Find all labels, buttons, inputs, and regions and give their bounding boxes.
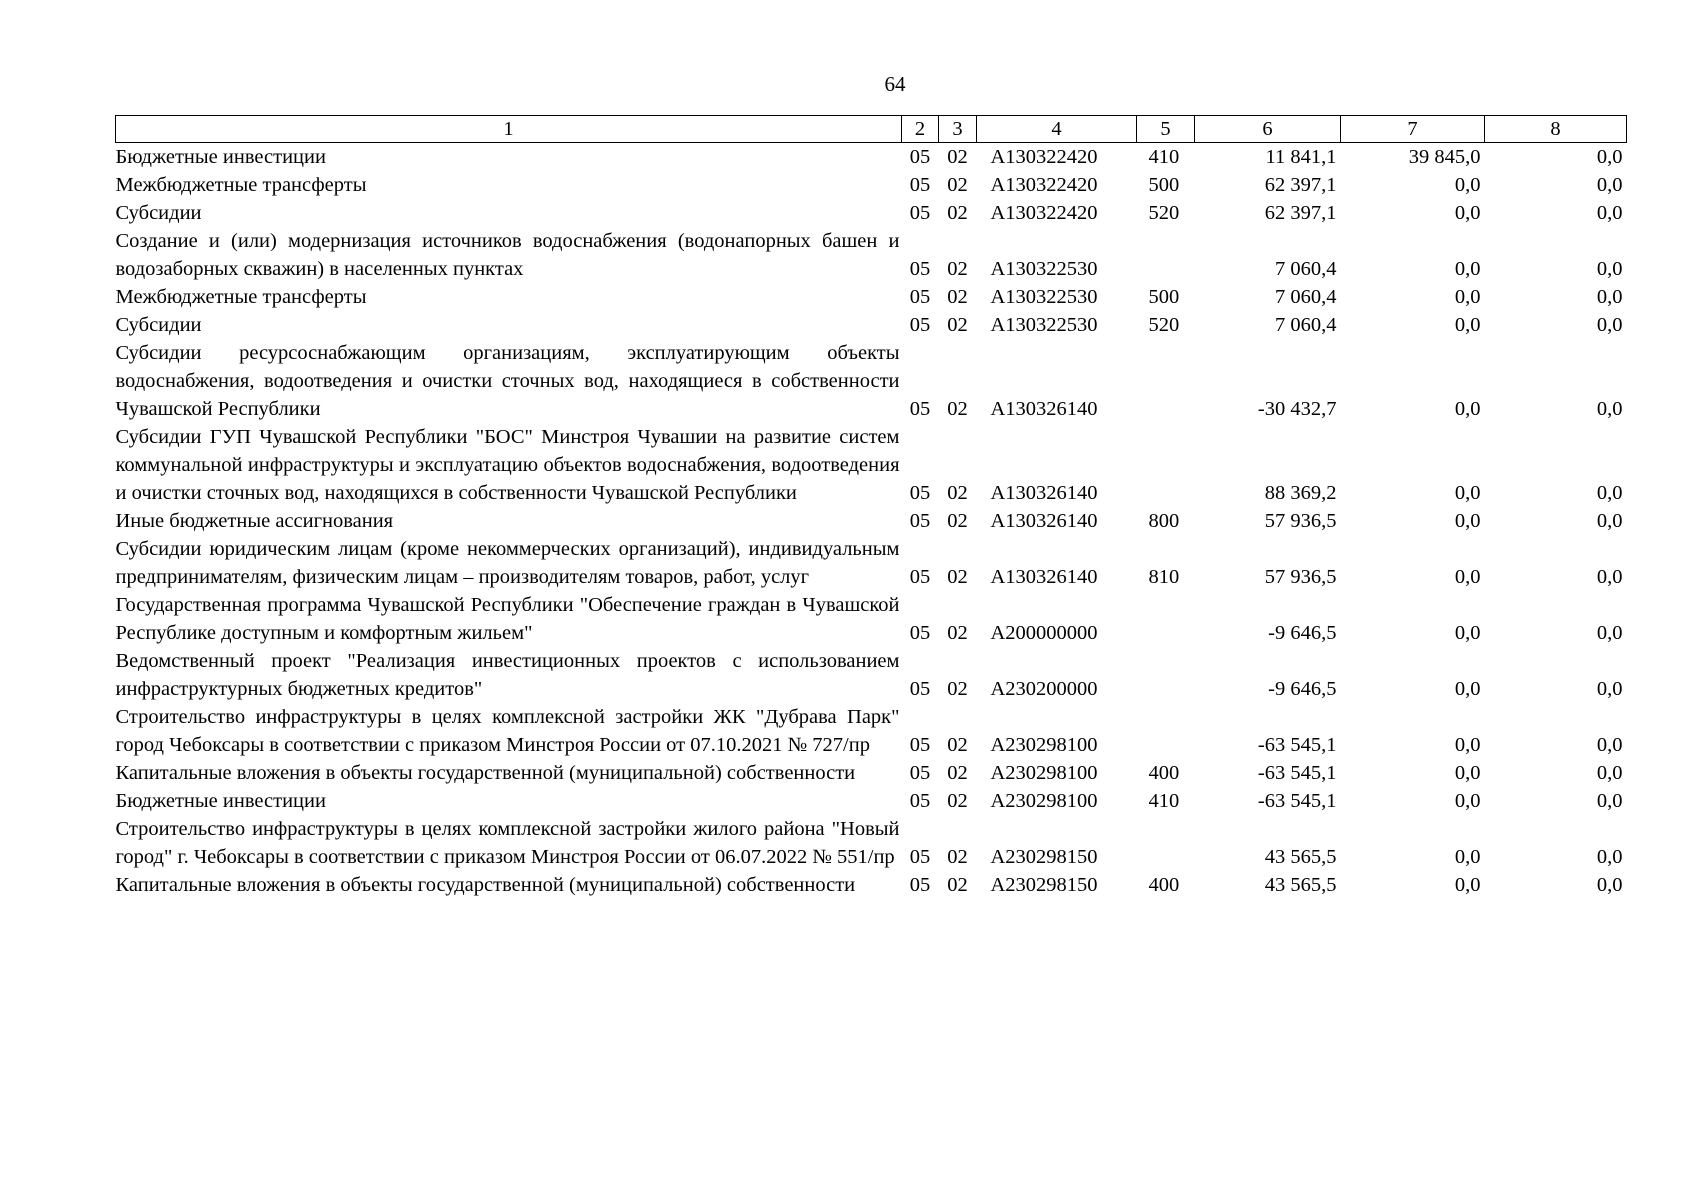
table-row (116, 283, 1627, 311)
target-article-code: А130326140 (990, 566, 1098, 588)
amount-col-7: 0,0 (1454, 286, 1481, 308)
target-article-code: А130322530 (990, 258, 1098, 280)
section-code: 05 (909, 762, 931, 784)
target-article-code: А230298100 (990, 762, 1098, 784)
target-article-code: А200000000 (990, 622, 1098, 644)
table-row (116, 787, 1627, 815)
section-code: 05 (909, 846, 931, 868)
table-row (116, 423, 1627, 507)
section-code: 05 (909, 174, 931, 196)
subsection-code: 02 (947, 622, 968, 644)
amount-col-8: 0,0 (1596, 286, 1623, 308)
section-code: 05 (909, 202, 931, 224)
amount-col-7: 0,0 (1454, 398, 1481, 420)
amount-col-8: 0,0 (1596, 874, 1623, 896)
target-article-code: А130326140 (990, 398, 1098, 420)
amount-col-7: 0,0 (1454, 482, 1481, 504)
subsection-code: 02 (947, 790, 968, 812)
table-row (116, 199, 1627, 227)
row-name: Иные бюджетные ассигнования (115, 510, 394, 532)
section-code: 05 (909, 146, 931, 168)
header-col-2: 2 (902, 116, 939, 143)
target-article-code: А130322530 (990, 314, 1098, 336)
amount-col-7: 0,0 (1454, 622, 1481, 644)
header-col-4: 4 (977, 116, 1137, 143)
subsection-code: 02 (947, 314, 968, 336)
row-name: Межбюджетные трансферты (115, 174, 367, 196)
amount-col-8: 0,0 (1596, 762, 1623, 784)
amount-col-6: 7 060,4 (1275, 314, 1337, 336)
subsection-code: 02 (947, 482, 968, 504)
amount-col-8: 0,0 (1596, 846, 1623, 868)
row-name: Субсидии юридическим лицам (кроме некоммерческих организаций), индивидуальным предпринимателям, физическим лицам – производителям товаров, работ, услуг (115, 538, 900, 588)
section-code: 05 (909, 258, 931, 280)
header-col-5: 5 (1137, 116, 1195, 143)
expense-type-code (1137, 815, 1195, 871)
expense-type-code: 400 (1148, 762, 1180, 784)
target-article-code: А130326140 (990, 510, 1098, 532)
expense-type-code: 500 (1148, 174, 1180, 196)
amount-col-8: 0,0 (1596, 622, 1623, 644)
expense-type-code (1137, 703, 1195, 759)
amount-col-6: 43 565,5 (1264, 874, 1337, 896)
row-name: Капитальные вложения в объекты государственной (муниципальной) собственности (115, 762, 856, 784)
amount-col-6: 62 397,1 (1264, 202, 1337, 224)
table-row (116, 759, 1627, 787)
row-name: Бюджетные инвестиции (115, 790, 326, 812)
amount-col-6: 62 397,1 (1264, 174, 1337, 196)
amount-col-8: 0,0 (1596, 510, 1623, 532)
table-row (116, 143, 1627, 172)
row-name: Субсидии (115, 314, 202, 336)
expense-type-code: 800 (1148, 510, 1180, 532)
amount-col-7: 0,0 (1454, 874, 1481, 896)
page-number: 64 (884, 72, 906, 96)
amount-col-7: 0,0 (1454, 678, 1481, 700)
table-row (116, 339, 1627, 423)
amount-col-6: 57 936,5 (1264, 566, 1337, 588)
target-article-code: А130322530 (990, 286, 1098, 308)
amount-col-8: 0,0 (1596, 202, 1623, 224)
amount-col-7: 0,0 (1454, 762, 1481, 784)
target-article-code: А230298150 (990, 846, 1098, 868)
section-code: 05 (909, 482, 931, 504)
table-row (116, 227, 1627, 283)
subsection-code: 02 (947, 510, 968, 532)
amount-col-6: -63 545,1 (1257, 762, 1337, 784)
amount-col-6: -9 646,5 (1268, 622, 1337, 644)
row-name: Субсидии ресурсоснабжающим организациям, эксплуатирующим объекты водоснабжения, водоотведения и очистки сточных вод, находящиеся в собственности Чувашской Республики (115, 342, 900, 420)
expense-type-code (1137, 647, 1195, 703)
header-col-8: 8 (1485, 116, 1627, 143)
row-name: Строительство инфраструктуры в целях комплексной застройки ЖК "Дубрава Парк" город Чебоксары в соответствии с приказом Минстроя России от 07.10.2021 № 727/пр (115, 706, 900, 756)
table-row (116, 171, 1627, 199)
table-body (116, 143, 1627, 900)
subsection-code: 02 (947, 174, 968, 196)
amount-col-7: 0,0 (1454, 510, 1481, 532)
table-row (116, 815, 1627, 871)
amount-col-6: 7 060,4 (1275, 258, 1337, 280)
row-name: Строительство инфраструктуры в целях комплексной застройки жилого района "Новый город" г. Чебоксары в соответствии с приказом Минстроя России от 06.07.2022 № 551/пр (115, 818, 900, 868)
row-name: Субсидии (115, 202, 202, 224)
amount-col-8: 0,0 (1596, 258, 1623, 280)
amount-col-6: 11 841,1 (1265, 146, 1337, 168)
table-row (116, 871, 1627, 899)
subsection-code: 02 (947, 678, 968, 700)
subsection-code: 02 (947, 258, 968, 280)
amount-col-7: 0,0 (1454, 790, 1481, 812)
target-article-code: А230298150 (990, 874, 1098, 896)
section-code: 05 (909, 790, 931, 812)
expense-type-code (1137, 591, 1195, 647)
section-code: 05 (909, 566, 931, 588)
target-article-code: А130322420 (990, 146, 1098, 168)
amount-col-6: 43 565,5 (1264, 846, 1337, 868)
amount-col-6: -9 646,5 (1268, 678, 1337, 700)
amount-col-8: 0,0 (1596, 678, 1623, 700)
target-article-code: А230298100 (990, 734, 1098, 756)
section-code: 05 (909, 622, 931, 644)
subsection-code: 02 (947, 146, 968, 168)
row-name: Создание и (или) модернизация источников водоснабжения (водонапорных башен и водозаборных скважин) в населенных пунктах (115, 230, 900, 280)
table-row (116, 591, 1627, 647)
amount-col-8: 0,0 (1596, 482, 1623, 504)
subsection-code: 02 (947, 846, 968, 868)
header-col-3: 3 (939, 116, 977, 143)
amount-col-6: 88 369,2 (1264, 482, 1337, 504)
subsection-code: 02 (947, 398, 968, 420)
expense-type-code: 410 (1148, 146, 1180, 168)
amount-col-8: 0,0 (1596, 398, 1623, 420)
expense-type-code (1137, 227, 1195, 283)
target-article-code: А230200000 (990, 678, 1098, 700)
amount-col-6: -63 545,1 (1257, 734, 1337, 756)
section-code: 05 (909, 734, 931, 756)
expense-type-code: 520 (1148, 202, 1180, 224)
amount-col-7: 0,0 (1454, 202, 1481, 224)
budget-table (115, 115, 1627, 899)
header-row (116, 116, 1627, 143)
subsection-code: 02 (947, 286, 968, 308)
subsection-code: 02 (947, 566, 968, 588)
section-code: 05 (909, 286, 931, 308)
amount-col-6: 7 060,4 (1275, 286, 1337, 308)
amount-col-8: 0,0 (1596, 566, 1623, 588)
section-code: 05 (909, 678, 931, 700)
expense-type-code: 810 (1148, 566, 1180, 588)
amount-col-6: 57 936,5 (1264, 510, 1337, 532)
section-code: 05 (909, 874, 931, 896)
expense-type-code: 400 (1148, 874, 1180, 896)
expense-type-code: 520 (1148, 314, 1180, 336)
target-article-code: А130322420 (990, 202, 1098, 224)
amount-col-8: 0,0 (1596, 314, 1623, 336)
header-col-1: 1 (116, 116, 902, 143)
amount-col-8: 0,0 (1596, 790, 1623, 812)
amount-col-7: 0,0 (1454, 846, 1481, 868)
table-row (116, 647, 1627, 703)
amount-col-8: 0,0 (1596, 734, 1623, 756)
table-row (116, 703, 1627, 759)
table-row (116, 311, 1627, 339)
section-code: 05 (909, 510, 931, 532)
table-row (116, 507, 1627, 535)
subsection-code: 02 (947, 762, 968, 784)
expense-type-code: 500 (1148, 286, 1180, 308)
header-col-7: 7 (1341, 116, 1485, 143)
table-row (116, 535, 1627, 591)
section-code: 05 (909, 398, 931, 420)
subsection-code: 02 (947, 874, 968, 896)
amount-col-6: -63 545,1 (1257, 790, 1337, 812)
amount-col-7: 39 845,0 (1408, 146, 1481, 168)
target-article-code: А230298100 (990, 790, 1098, 812)
target-article-code: А130326140 (990, 482, 1098, 504)
amount-col-7: 0,0 (1454, 734, 1481, 756)
header-col-6: 6 (1195, 116, 1341, 143)
amount-col-7: 0,0 (1454, 174, 1481, 196)
amount-col-8: 0,0 (1596, 174, 1623, 196)
target-article-code: А130322420 (990, 174, 1098, 196)
amount-col-6: -30 432,7 (1257, 398, 1337, 420)
row-name: Бюджетные инвестиции (115, 146, 326, 168)
amount-col-7: 0,0 (1454, 258, 1481, 280)
section-code: 05 (909, 314, 931, 336)
row-name: Субсидии ГУП Чувашской Республики "БОС" Минстроя Чувашии на развитие систем коммунальной инфраструктуры и эксплуатацию объектов водоснабжения, водоотведения и очистки сточных вод, находящихся в собственности Чувашской Республики (115, 426, 900, 504)
amount-col-8: 0,0 (1596, 146, 1623, 168)
amount-col-7: 0,0 (1454, 314, 1481, 336)
row-name: Капитальные вложения в объекты государственной (муниципальной) собственности (115, 874, 856, 896)
row-name: Межбюджетные трансферты (115, 286, 367, 308)
row-name: Ведомственный проект "Реализация инвестиционных проектов с использованием инфраструктурных бюджетных кредитов" (115, 650, 900, 700)
subsection-code: 02 (947, 734, 968, 756)
amount-col-7: 0,0 (1454, 566, 1481, 588)
subsection-code: 02 (947, 202, 968, 224)
expense-type-code: 410 (1148, 790, 1180, 812)
row-name: Государственная программа Чувашской Республики "Обеспечение граждан в Чувашской Республике доступным и комфортным жильем" (115, 594, 900, 644)
expense-type-code (1137, 339, 1195, 423)
expense-type-code (1137, 423, 1195, 507)
